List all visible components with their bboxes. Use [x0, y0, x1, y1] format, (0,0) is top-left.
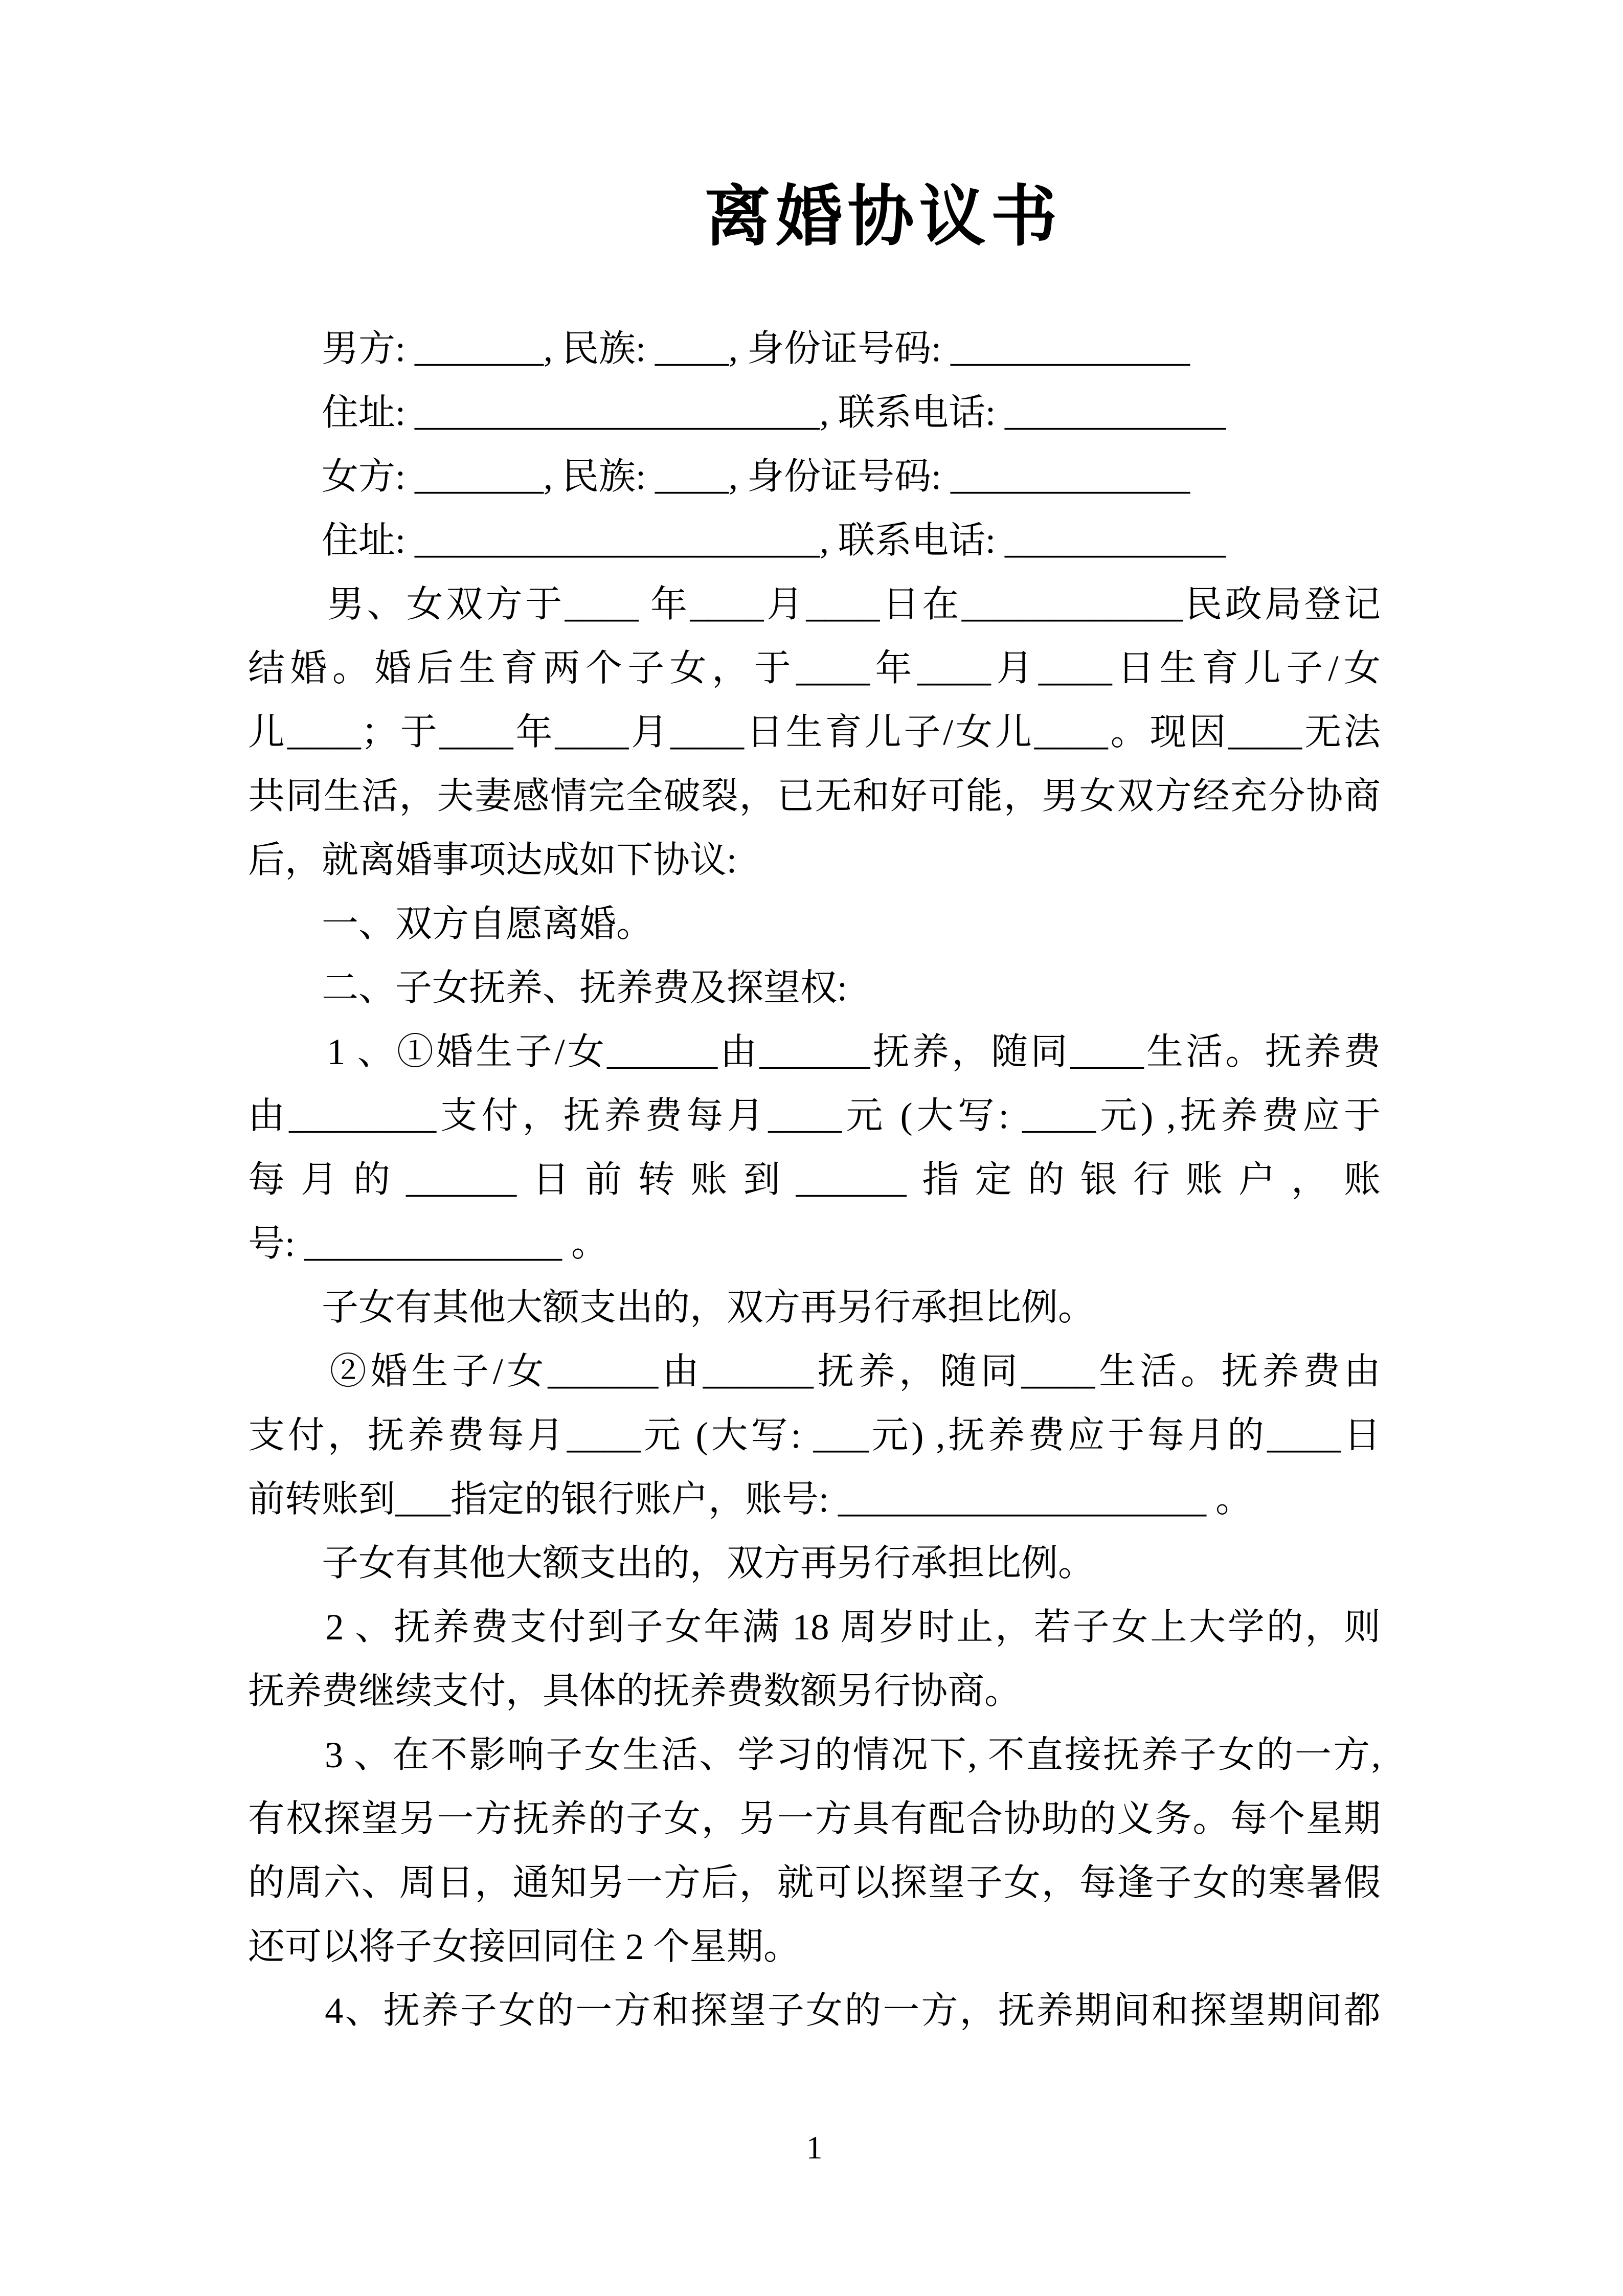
text-line: 二、子女抚养、抚养费及探望权: [248, 967, 848, 1008]
text-line: 子女有其他大额支出的，双方再另行承担比例。 [248, 1543, 1095, 1584]
text-line: 2 、抚养费支付到子女年满 18 周岁时止，若子女上大学的，则 [248, 1607, 1381, 1648]
document-title: 离婚协议书 [704, 181, 1063, 254]
text-line: 结婚。婚后生育两个子女，于____年____月____日生育儿子/女 [248, 648, 1381, 689]
text-line: 男方: _______, 民族: ____, 身份证号码: _____________ [248, 328, 1190, 369]
text-line: 由________支付，抚养费每月____元 (大写: ____元) ,抚养费应于 [248, 1095, 1381, 1136]
text-line: 抚养费继续支付，具体的抚养费数额另行协商。 [248, 1671, 1022, 1712]
text-line: 支付，抚养费每月____元 (大写: ___元) ,抚养费应于每月的____日 [248, 1415, 1381, 1456]
document-body [248, 317, 1381, 2043]
text-line: 前转账到___指定的银行账户，账号: ____________________ 。 [248, 1479, 1253, 1520]
text-line: 子女有其他大额支出的，双方再另行承担比例。 [248, 1287, 1095, 1328]
text-line: 一、双方自愿离婚。 [248, 904, 653, 944]
text-line: 共同生活，夫妻感情完全破裂，已无和好可能，男女双方经充分协商 [248, 776, 1381, 817]
text-line: 每月的______日前转账到______指定的银行账户，账 [248, 1159, 1381, 1200]
text-line: 有权探望另一方抚养的子女，另一方具有配合协助的义务。每个星期 [248, 1798, 1381, 1839]
text-line: 男、女双方于____ 年____月____日在____________民政局登记 [248, 584, 1381, 625]
text-line: 儿____；于____年____月____日生育儿子/女儿____。现因____无法 [248, 712, 1381, 753]
text-line: 4、抚养子女的一方和探望子女的一方，抚养期间和探望期间都 [248, 1990, 1381, 2031]
text-line: 3 、在不影响子女生活、学习的情况下, 不直接抚养子女的一方, [248, 1735, 1381, 1775]
text-line: 1 、①婚生子/女______由______抚养，随同____生活。抚养费 [248, 1031, 1381, 1072]
text-line: 还可以将子女接回同住 2 个星期。 [248, 1926, 801, 1967]
text-line: 的周六、周日，通知另一方后，就可以探望子女，每逢子女的寒暑假 [248, 1862, 1381, 1903]
text-line: 号: ______________ 。 [248, 1223, 608, 1264]
text-line: 住址: ______________________, 联系电话: ____________ [248, 392, 1226, 433]
text-line: 后，就离婚事项达成如下协议: [248, 840, 737, 881]
page-number: 1 [806, 2129, 823, 2166]
text-line: ②婚生子/女______由______抚养，随同____生活。抚养费由 [248, 1351, 1381, 1392]
text-line: 住址: ______________________, 联系电话: ____________ [248, 520, 1226, 561]
text-line: 女方: _______, 民族: ____, 身份证号码: _____________ [248, 456, 1190, 497]
